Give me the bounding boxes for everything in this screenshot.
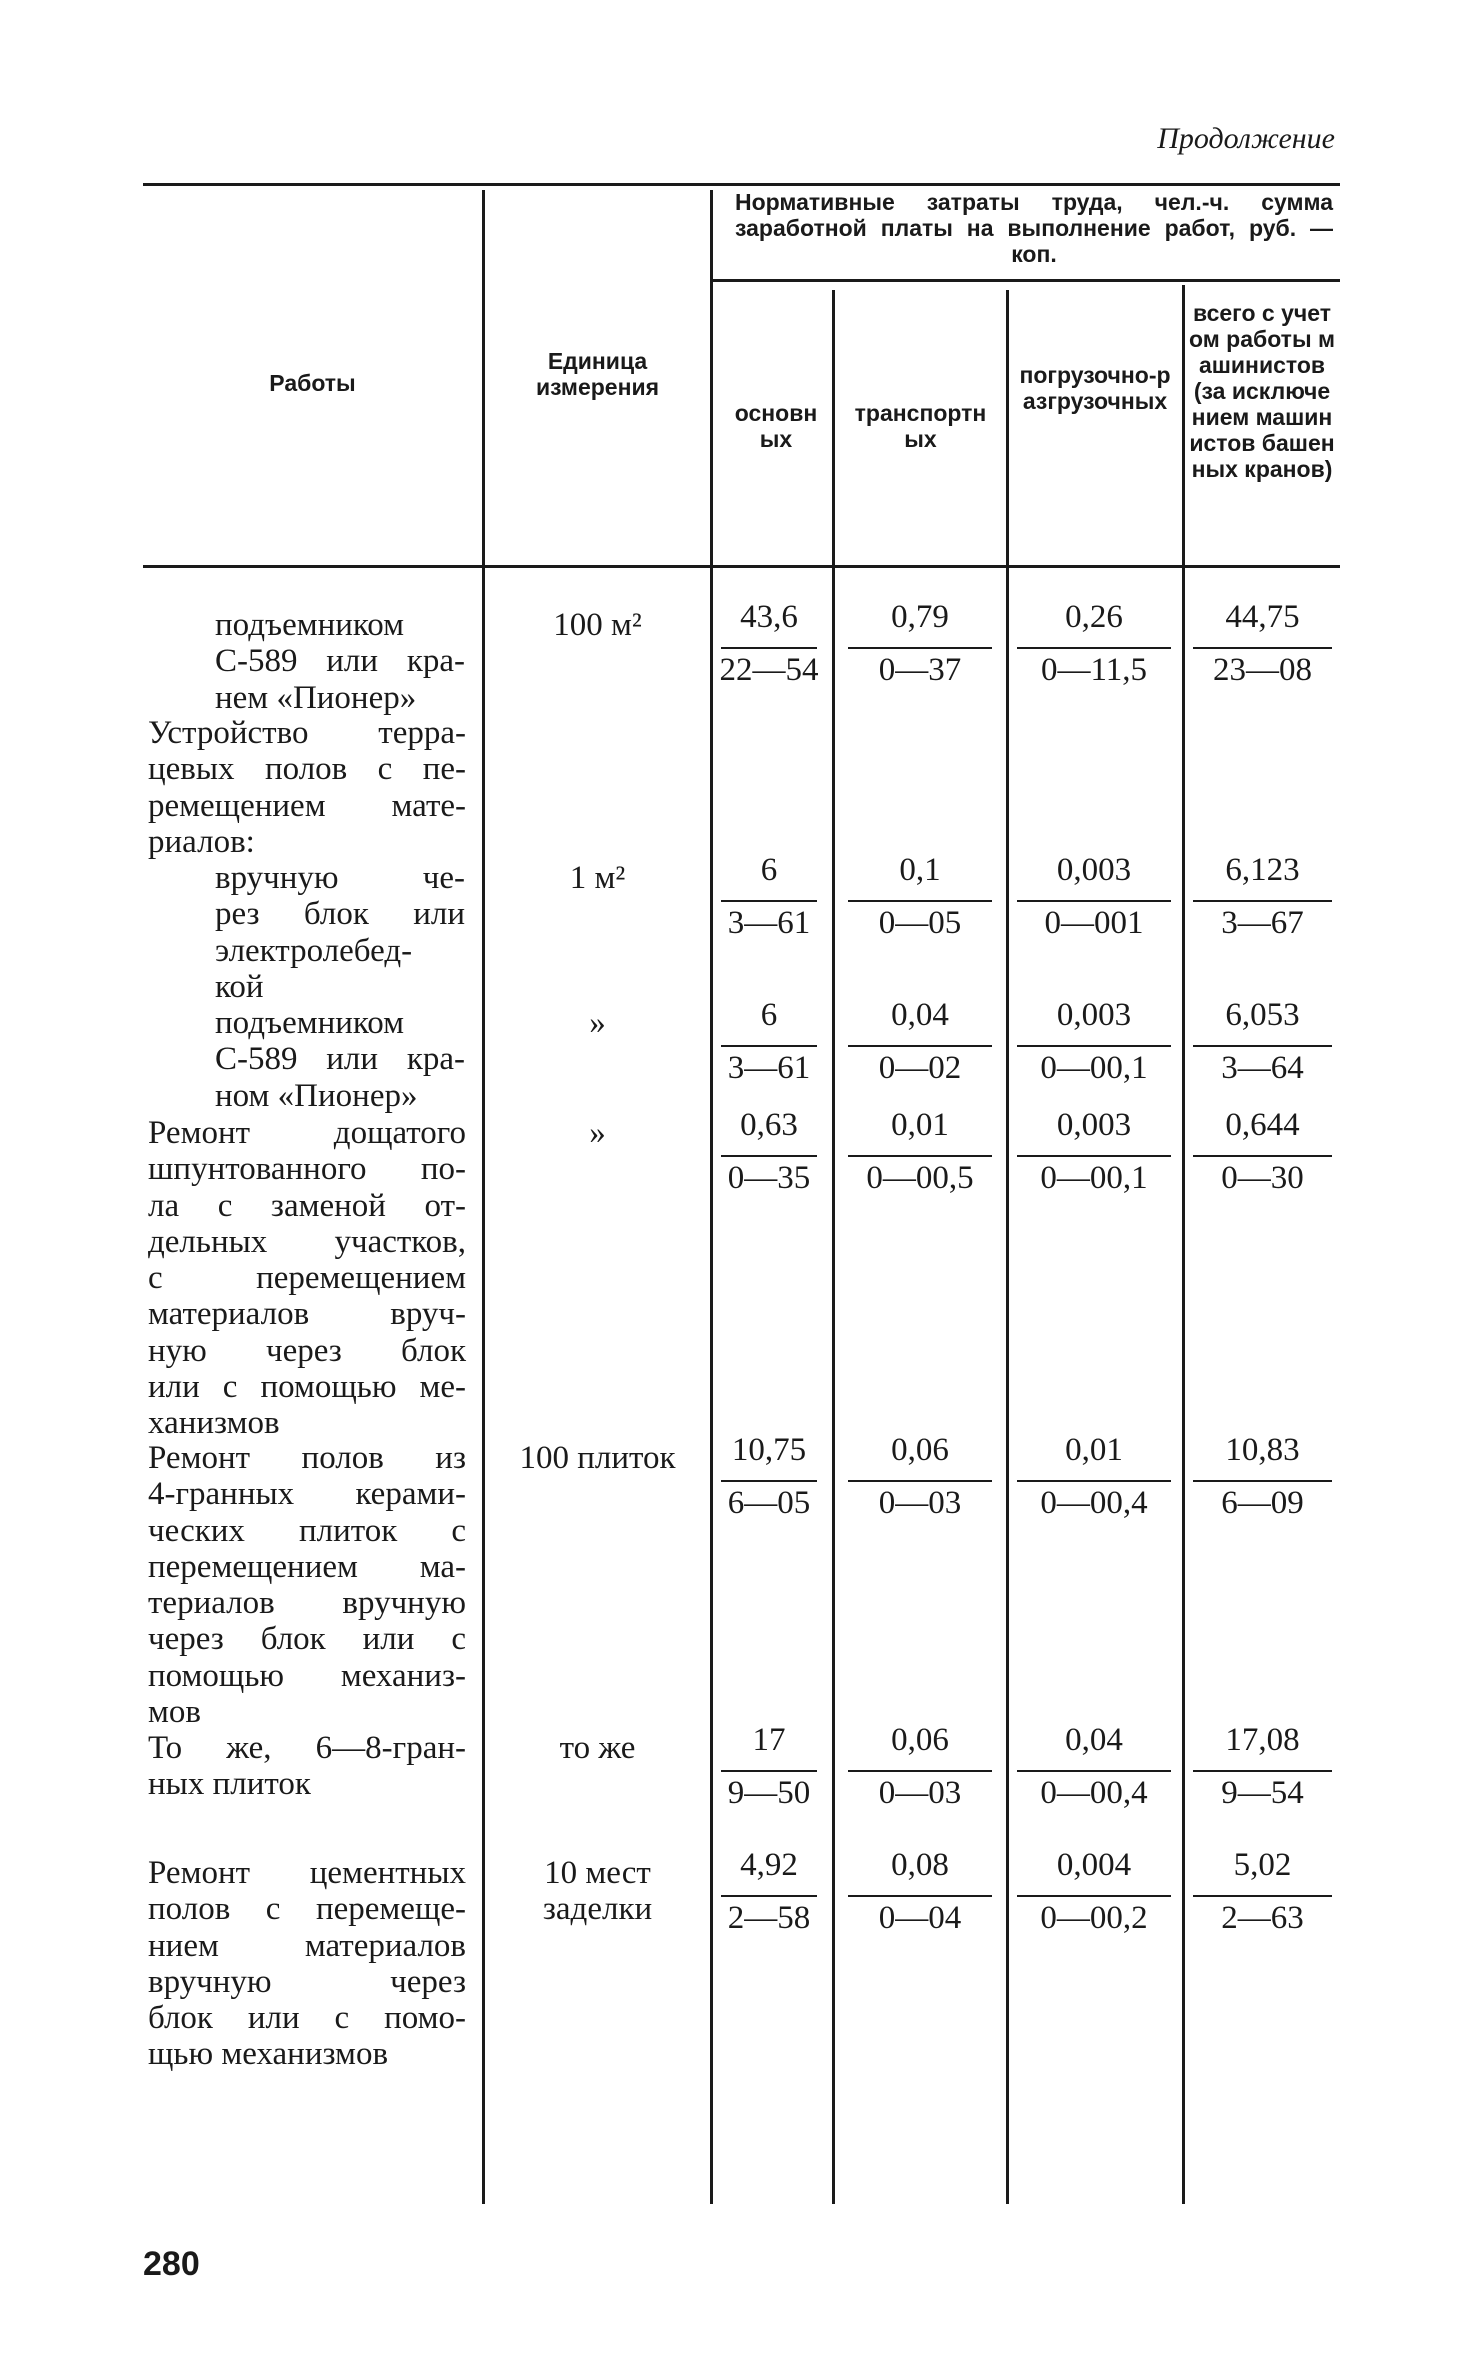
work-line: териалов вручную [148, 1585, 466, 1622]
fraction-line [1017, 1770, 1171, 1772]
unit-value: » [589, 1115, 606, 1151]
header-col-transport: транспортных [854, 400, 987, 452]
value-hours: 6,123 [1225, 852, 1300, 888]
work-line: ла с заменой от- [148, 1187, 466, 1224]
value-hours: 0,06 [891, 1432, 949, 1468]
work-line: через блок или с [148, 1621, 466, 1658]
header-bottom-rule [143, 565, 1340, 568]
value-hours: 0,01 [1065, 1432, 1123, 1468]
work-line: Устройство терра- [148, 715, 466, 751]
value-wage: 0—00,2 [1040, 1900, 1148, 1936]
value-wage: 0—11,5 [1040, 652, 1148, 688]
value-wage: 0—03 [878, 1485, 962, 1521]
fraction-line [721, 1770, 817, 1772]
value-hours: 5,02 [1233, 1847, 1292, 1883]
unit-value: то же [559, 1730, 636, 1766]
fraction-line [1193, 1480, 1332, 1482]
work-description [148, 1440, 466, 1730]
value-hours: 0,79 [891, 599, 949, 635]
value-wage: 23—08 [1213, 652, 1312, 688]
value-wage: 9—54 [1221, 1775, 1304, 1811]
value-hours: 0,04 [1065, 1722, 1123, 1758]
work-line: Ремонт полов из [148, 1440, 466, 1476]
col-divider-1 [482, 190, 485, 2204]
fraction-line [848, 1155, 992, 1157]
work-line: помощью механиз- [148, 1657, 466, 1694]
value-wage: 9—50 [727, 1775, 811, 1811]
work-line: щью механизмов [148, 2036, 389, 2073]
header-unit: Единица измерения [535, 348, 660, 400]
value-hours: 0,63 [740, 1107, 798, 1143]
fraction-line [721, 900, 817, 902]
value-wage: 0—05 [878, 905, 962, 941]
value-hours: 0,004 [1056, 1847, 1132, 1883]
value-wage: 0—02 [878, 1050, 962, 1086]
header-col-main: основных [734, 400, 818, 452]
value-hours: 0,01 [891, 1107, 949, 1143]
fraction-line [1017, 900, 1171, 902]
value-hours: 10,75 [731, 1432, 807, 1468]
work-description [148, 1730, 466, 1803]
fraction-line [1193, 1045, 1332, 1047]
fraction-line [721, 647, 817, 649]
fraction-line [848, 1480, 992, 1482]
work-line: ремещением мате- [148, 787, 466, 824]
fraction-line [721, 1155, 817, 1157]
value-wage: 6—09 [1221, 1485, 1304, 1521]
work-line: блок или с помо- [148, 2000, 466, 2037]
header-col-loading: погрузочно-разгрузочных [1019, 362, 1171, 414]
unit-value: 100 плиток [519, 1440, 676, 1476]
value-wage: 6—05 [727, 1485, 811, 1521]
value-wage: 3—61 [727, 905, 811, 941]
value-wage: 2—58 [727, 1900, 811, 1936]
fraction-line [1193, 1895, 1332, 1897]
fraction-line [1017, 1480, 1171, 1482]
value-wage: 22—54 [719, 652, 819, 688]
unit-value: 1 м² [569, 860, 626, 896]
work-line: Ремонт цементных [148, 1855, 466, 1891]
fraction-line [1193, 1155, 1332, 1157]
value-wage: 0—00,5 [866, 1160, 974, 1196]
value-hours: 43,6 [740, 599, 798, 635]
value-wage: 0—30 [1221, 1160, 1304, 1196]
fraction-line [721, 1045, 817, 1047]
fraction-line [1193, 900, 1332, 902]
value-wage: 0—00,4 [1040, 1485, 1148, 1521]
value-hours: 10,83 [1225, 1432, 1300, 1468]
subheader-rule [713, 279, 1340, 282]
work-description [148, 715, 466, 860]
work-line: С-589 или кра- [215, 1041, 465, 1078]
value-hours: 6,053 [1225, 997, 1300, 1033]
work-line: кой [215, 968, 264, 1005]
value-wage: 0—00,4 [1040, 1775, 1148, 1811]
unit-value: 10 мест заделки [542, 1855, 653, 1927]
work-line: шпунтованного по- [148, 1151, 466, 1188]
work-description [215, 860, 465, 1005]
value-wage: 0—00,1 [1040, 1050, 1148, 1086]
header-works: Работы [269, 370, 356, 396]
fraction-line [848, 1770, 992, 1772]
work-line: или с помощью ме- [148, 1369, 466, 1406]
work-line: подъемником [215, 1005, 405, 1041]
work-line: рез блок или [215, 896, 465, 933]
work-line: нем «Пионер» [215, 679, 417, 716]
value-wage: 0—00,1 [1040, 1160, 1148, 1196]
value-hours: 0,003 [1056, 997, 1132, 1033]
value-wage: 0—04 [878, 1900, 962, 1936]
value-wage: 3—67 [1221, 905, 1304, 941]
work-description [148, 1115, 466, 1442]
work-line: риалов: [148, 823, 255, 860]
value-hours: 0,003 [1056, 1107, 1132, 1143]
value-wage: 0—37 [878, 652, 962, 688]
col-divider-3 [832, 290, 835, 2204]
fraction-line [848, 1895, 992, 1897]
fraction-line [1017, 1895, 1171, 1897]
value-hours: 4,92 [740, 1847, 798, 1883]
fraction-line [721, 1480, 817, 1482]
fraction-line [1017, 1155, 1171, 1157]
value-hours: 0,1 [899, 852, 941, 888]
work-line: ную через блок [148, 1332, 466, 1369]
work-line: электролебед- [215, 932, 413, 969]
work-line: полов с перемеще- [148, 1891, 466, 1928]
header-col-total: всего с учетом работы машинистов (за исключением машинистов башенных кранов) [1189, 300, 1335, 482]
value-wage: 2—63 [1221, 1900, 1304, 1936]
value-wage: 3—61 [727, 1050, 811, 1086]
page-number: 280 [143, 2245, 200, 2283]
value-hours: 17,08 [1225, 1722, 1300, 1758]
work-line: материалов вруч- [148, 1296, 466, 1333]
work-line: мов [148, 1694, 201, 1731]
value-wage: 0—35 [727, 1160, 811, 1196]
work-line: ном «Пионер» [215, 1077, 418, 1114]
value-wage: 0—03 [878, 1775, 962, 1811]
work-line: 4-гранных керами- [148, 1476, 466, 1513]
work-description [215, 1005, 465, 1114]
value-hours: 0,26 [1065, 599, 1123, 635]
work-line: Ремонт дощатого [148, 1115, 466, 1151]
value-wage: 3—64 [1221, 1050, 1304, 1086]
value-hours: 6 [760, 852, 778, 888]
value-wage: 0—001 [1044, 905, 1144, 941]
value-hours: 0,06 [891, 1722, 949, 1758]
work-line: перемещением ма- [148, 1548, 466, 1585]
fraction-line [1017, 647, 1171, 649]
fraction-line [848, 647, 992, 649]
work-line: вручную че- [215, 860, 465, 896]
work-line: нием материалов [148, 1927, 466, 1964]
value-hours: 0,644 [1225, 1107, 1300, 1143]
work-line: С-589 или кра- [215, 643, 465, 680]
fraction-line [848, 900, 992, 902]
value-hours: 0,003 [1056, 852, 1132, 888]
continuation-label: Продолжение [1157, 122, 1335, 155]
unit-value: 100 м² [553, 607, 642, 643]
work-line: ных плиток [148, 1766, 311, 1803]
value-hours: 44,75 [1225, 599, 1300, 635]
work-line: ханизмов [148, 1405, 280, 1442]
value-hours: 6 [760, 997, 778, 1033]
work-description [148, 1855, 466, 2073]
value-hours: 0,08 [891, 1847, 949, 1883]
fraction-line [1193, 1770, 1332, 1772]
work-line: с перемещением [148, 1260, 466, 1297]
fraction-line [848, 1045, 992, 1047]
work-line: ческих плиток с [148, 1512, 466, 1549]
header-norm: Нормативные затраты труда, чел.-ч. сумма заработной платы на выполнение работ, руб. — коп. [735, 189, 1333, 267]
work-line: вручную через [148, 1963, 466, 2000]
fraction-line [721, 1895, 817, 1897]
work-line: дельных участков, [148, 1223, 466, 1260]
unit-value: » [589, 1005, 606, 1041]
fraction-line [1193, 647, 1332, 649]
fraction-line [1017, 1045, 1171, 1047]
work-line: цевых полов с пе- [148, 751, 466, 788]
table-top-rule [143, 183, 1340, 186]
work-line: То же, 6—8-гран- [148, 1730, 466, 1766]
work-description [215, 607, 465, 716]
work-line: подъемником [215, 607, 405, 643]
value-hours: 0,04 [891, 997, 949, 1033]
value-hours: 17 [752, 1722, 786, 1758]
